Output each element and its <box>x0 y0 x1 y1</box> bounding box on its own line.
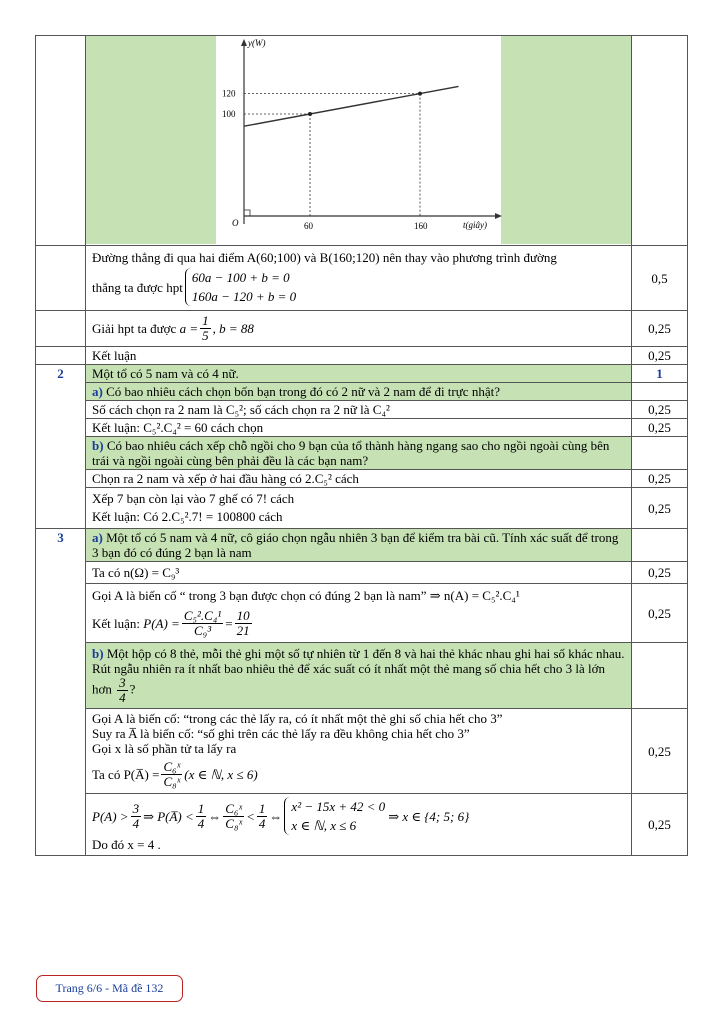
x-axis-arrow <box>495 213 502 219</box>
q3-b-fraction: $\frac{3}{4}$ <box>119 675 126 705</box>
q2-a2: Kết luận: C₅².C₄² = 60 cách chọn <box>86 419 632 437</box>
y-tick-label-0: 100 <box>222 109 236 119</box>
q2-b23-row: Xếp 7 bạn còn lại vào 7 ghế có 7! cách Kết luận: Có 2.C₅².7! = 100800 cách 0,25 <box>36 488 688 529</box>
q3-c2: Do đó x = 4 . <box>92 837 161 852</box>
q3-a-fraction-1: $\frac{\text{C₅².C₄¹}}{\text{C₉³}}$ <box>183 608 222 638</box>
q3-b1234-row: Gọi A là biến cố: “trong các thẻ lấy ra, có ít nhất một thẻ ghi số chia hết cho 3” Suy ra A̅ là biến cố: “số ghi trên các thẻ lấy ra đều không chia hết cho 3” Gọi x là số phần tử ta lấy ra Ta có P(A̅) = $\frac{\text{C₆ˣ}}{\text{C₈ˣ}}$ (x ∈ ℕ, x ≤ 6) 0,25 <box>36 709 688 794</box>
q3-b3: Gọi x là số phần tử ta lấy ra <box>92 741 237 756</box>
q2-intro-row <box>36 365 688 383</box>
y-axis-arrow <box>241 39 247 46</box>
q1-score-1: 0,5 <box>632 246 688 311</box>
answer-table <box>35 35 688 856</box>
q1-score-3: 0,25 <box>632 347 688 365</box>
graph-row <box>36 36 688 246</box>
q3-b4-fraction: $\frac{\text{C₆ˣ}}{\text{C₈ˣ}}$ <box>163 759 181 789</box>
q2-a1: Số cách chọn ra 2 nam là C₅²; số cách chọn ra 2 nữ là C₄² <box>86 401 632 419</box>
q3-a1: Ta có n(Ω) = C₉³ <box>86 562 632 584</box>
q2-b-text: Có bao nhiêu cách xếp chỗ ngồi cho 9 bạn của tổ thành hàng ngang sao cho ngồi ngoài cùng bên trái và ngồi ngoài cùng bên phải đều là các bạn nam? <box>92 438 610 468</box>
q1-solve-prefix: Giải hpt ta được <box>92 321 177 336</box>
q1-line-text: Đường thẳng đi qua hai điểm A(60;100) và B(160;120) nên thay vào phương trình đường <box>92 250 557 265</box>
x-axis-label: t(giây) <box>463 220 487 230</box>
q3-number: 3 <box>36 529 86 562</box>
q2-b3: Kết luận: Có 2.C₅².7! = 100800 cách <box>92 509 283 524</box>
q3-a-row: 3 a) Một tổ có 5 nam và 4 nữ, cô giáo chọn ngẫu nhiên 3 bạn để kiểm tra bài cũ. Tính xác suất để trong 3 bạn đó có đúng 2 bạn là nam <box>36 529 688 562</box>
q3-b-text: Một hộp có 8 thẻ, mỗi thẻ ghi một số tự nhiên từ 1 đến 8 và hai thẻ khác nhau ghi hai số khác nhau. Rút ngẫu nhiên ra ít nhất bao nhiêu thẻ để xác suất có ít nhất một thẻ mang số chia hết cho 3 là lớn hơn <box>92 646 625 697</box>
q3-b2: Suy ra A̅ là biến cố: “số ghi trên các thẻ lấy ra đều không chia hết cho 3” <box>92 726 470 741</box>
x-tick-label-0: 60 <box>304 221 313 231</box>
q1-solve-row: Giải hpt ta được a = $\frac{1}{5}$ , b = 88 0,25 <box>36 311 688 347</box>
q1-score-2: 0,25 <box>632 311 688 347</box>
q3-a23-row: Gọi A là biến cố “ trong 3 bạn được chọn có đúng 2 bạn là nam” ⇒ n(A) = C₅².C₄¹ Kết luận: P(A) = $\frac{\text{C₅².C₄¹}}{\text{C₉³}}$ = $\frac{10}{21}$ 0,25 <box>36 584 688 643</box>
data-point-1 <box>418 92 422 96</box>
q2-b1: Chọn ra 2 nam và xếp ở hai đầu hàng có 2.C₅² cách <box>86 470 632 488</box>
y-tick-label-1: 120 <box>222 88 236 99</box>
q3-a-text: Một tổ có 5 nam và 4 nữ, cô giáo chọn ngẫu nhiên 3 bạn để kiểm tra bài cũ. Tính xác suất để trong 3 bạn đó có đúng 2 bạn là nam <box>92 530 619 560</box>
q1-conclusion-row <box>36 347 688 365</box>
origin-label: O <box>232 218 239 228</box>
q2-b1-row: Chọn ra 2 nam và xếp ở hai đầu hàng có 2.C₅² cách 0,25 <box>36 470 688 488</box>
q3-a-fraction-2: $\frac{10}{21}$ <box>236 608 250 638</box>
q3-a1-row: Ta có n(Ω) = C₉³ 0,25 <box>36 562 688 584</box>
q2-a-text: Có bao nhiêu cách chọn bốn bạn trong đó có 2 nữ và 2 nam để đi trực nhật? <box>106 384 500 399</box>
q2-b2: Xếp 7 bạn còn lại vào 7 ghế có 7! cách <box>92 491 295 506</box>
q2-number: 2 <box>36 365 86 383</box>
q2-intro: Một tổ có 5 nam và có 4 nữ. <box>86 365 632 383</box>
series-line <box>244 86 459 126</box>
q1-hpt-row <box>36 246 688 311</box>
q3-b1: Gọi A là biến cố: “trong các thẻ lấy ra, có ít nhất một thẻ ghi số chia hết cho 3” <box>92 711 503 726</box>
q2-a1-row: Số cách chọn ra 2 nam là C₅²; số cách chọn ra 2 nữ là C₄² 0,25 <box>36 401 688 419</box>
q3-b-row: b) Một hộp có 8 thẻ, mỗi thẻ ghi một số tự nhiên từ 1 đến 8 và hai thẻ khác nhau ghi hai số khác nhau. Rút ngẫu nhiên ra ít nhất bao nhiêu thẻ để xác suất có ít nhất một thẻ mang số chia hết cho 3 là lớn hơn $\frac{3}{4}$ ? <box>36 643 688 709</box>
q2-b-row: b) Có bao nhiêu cách xếp chỗ ngồi cho 9 bạn của tổ thành hàng ngang sao cho ngồi ngoài cùng bên trái và ngồi ngoài cùng bên phải đều là các bạn nam? <box>36 437 688 470</box>
q3-c-row: P(A) > $\frac{3}{4}$ ⇒ P(A̅) < $\frac{1}{4}$ ⇔ $\frac{\text{C₆ˣ}}{\text{C₈ˣ}}$ < $\frac{1}{4}$ ⇔ x² − 15x + 42 < 0 x ∈ ℕ, x ≤ 6 ⇒ x ∈ {4; 5; 6} Do đó x = 4 . 0,25 <box>36 794 688 856</box>
q2-a2-row: Kết luận: C₅².C₄² = 60 cách chọn 0,25 <box>36 419 688 437</box>
q1-system: 60a − 100 + b = 0 160a − 120 + b = 0 <box>185 268 296 306</box>
q1-conclusion: Kết luận <box>86 347 632 365</box>
y-axis-label: y(W) <box>248 38 266 48</box>
q1-hpt-prefix: thẳng ta được hpt <box>92 279 183 295</box>
line-chart <box>216 36 503 244</box>
page-footer: Trang 6/6 - Mã đề 132 <box>36 975 183 1002</box>
right-angle-mark <box>244 210 250 216</box>
data-point-0 <box>308 112 312 116</box>
graph-cell <box>86 36 632 246</box>
q3-c-system: x² − 15x + 42 < 0 x ∈ ℕ, x ≤ 6 <box>284 797 385 835</box>
q2-intro-score: 1 <box>632 365 688 383</box>
q1-fraction: $\frac{1}{5}$ <box>202 313 209 343</box>
x-tick-label-1: 160 <box>414 221 428 231</box>
q3-a2: Gọi A là biến cố “ trong 3 bạn được chọn có đúng 2 bạn là nam” ⇒ n(A) = C₅².C₄¹ <box>92 588 520 603</box>
q2-a-row: a) Có bao nhiêu cách chọn bốn bạn trong đó có 2 nữ và 2 nam để đi trực nhật? <box>36 383 688 401</box>
